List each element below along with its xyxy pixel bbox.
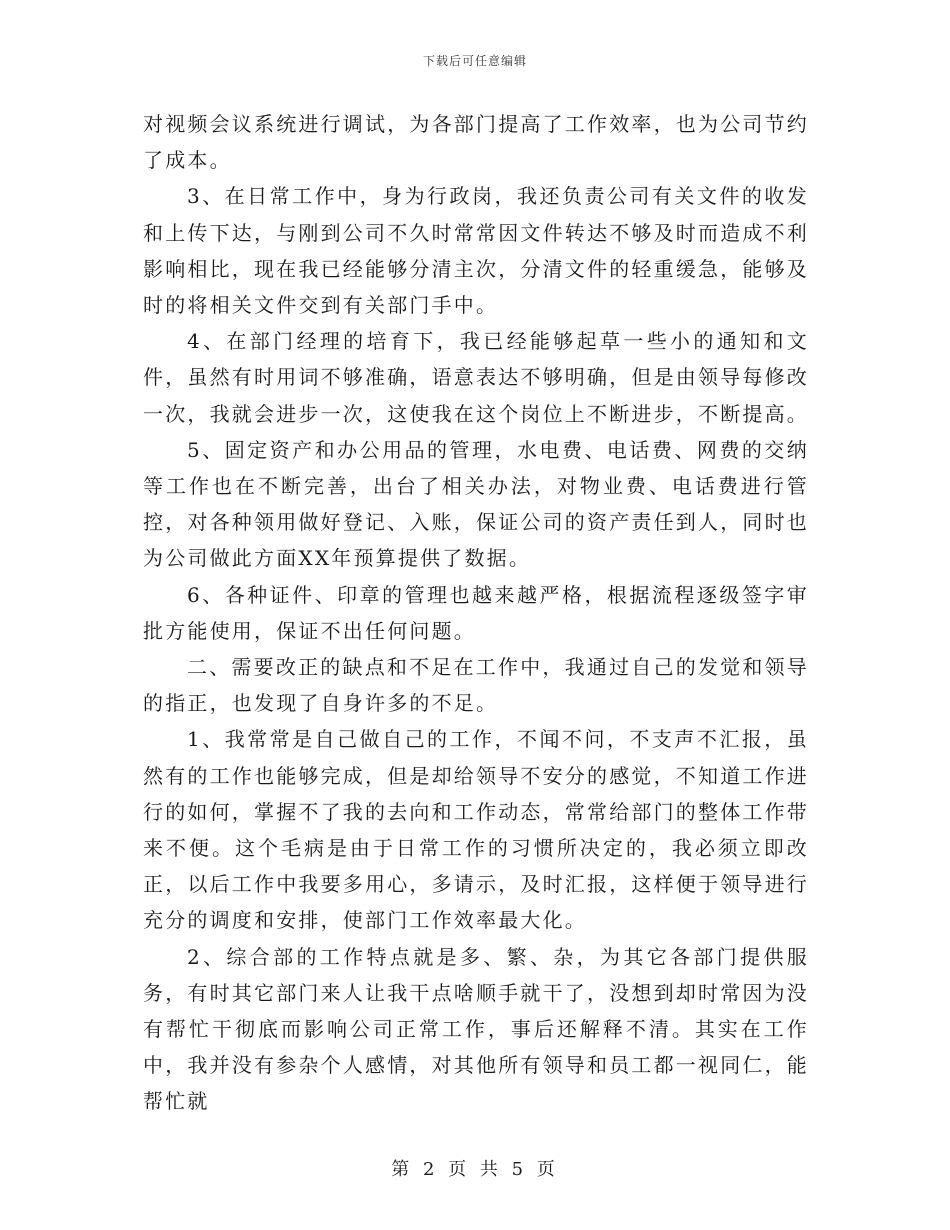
paragraph-item-2: 2、综合部的工作特点就是多、繁、杂，为其它各部门提供服务，有时其它部门来人让我干点啥顺手就干了，没想到却时常因为没有帮忙干彻底而影响公司正常工作，事后还解释不清。其实在工作中，我并没有参杂个人感情，对其他所有领导和员工都一视同仁，能帮忙就 (143, 944, 809, 1114)
paragraph-item-4: 4、在部门经理的培育下，我已经能够起草一些小的通知和文件，虽然有时用词不够准确，语意表达不够明确，但是由领导每修改一次，我就会进步一次，这使我在这个岗位上不断进步，不断提高。 (143, 329, 809, 426)
page-number: 第 2 页 共 5 页 (391, 1159, 559, 1180)
paragraph-item-5: 5、固定资产和办公用品的管理，水电费、电话费、网费的交纳等工作也在不断完善，出台了相关办法，对物业费、电话费进行管控，对各种领用做好登记、入账，保证公司的资产责任到人，同时也为公司做此方面XX年预算提供了数据。 (143, 437, 809, 571)
page-header: 下载后可任意编辑 (422, 54, 527, 68)
section-heading-paragraph: 二、需要改正的缺点和不足在工作中，我通过自己的发觉和领导的指正，也发现了自身许多的不足。 (143, 655, 809, 716)
document-body (143, 106, 809, 1120)
paragraph-item-6: 6、各种证件、印章的管理也越来越严格，根据流程逐级签字审批方能使用，保证不出任何问题。 (143, 582, 809, 643)
paragraph-item-3: 3、在日常工作中，身为行政岗，我还负责公司有关文件的收发和上传下达，与刚到公司不久时常常因文件转达不够及时而造成不利影响相比，现在我已经能够分清主次，分清文件的轻重缓急，能够及时的将相关文件交到有关部门手中。 (143, 184, 809, 318)
paragraph-item-1: 1、我常常是自己做自己的工作，不闻不问，不支声不汇报，虽然有的工作也能够完成，但是却给领导不安分的感觉，不知道工作进行的如何，掌握不了我的去向和工作动态，常常给部门的整体工作带来不便。这个毛病是由于日常工作的习惯所决定的，我必须立即改正，以后工作中我要多用心，多请示，及时汇报，这样便于领导进行充分的调度和安排，使部门工作效率最大化。 (143, 727, 809, 933)
paragraph-continuation: 对视频会议系统进行调试，为各部门提高了工作效率，也为公司节约了成本。 (143, 112, 809, 173)
